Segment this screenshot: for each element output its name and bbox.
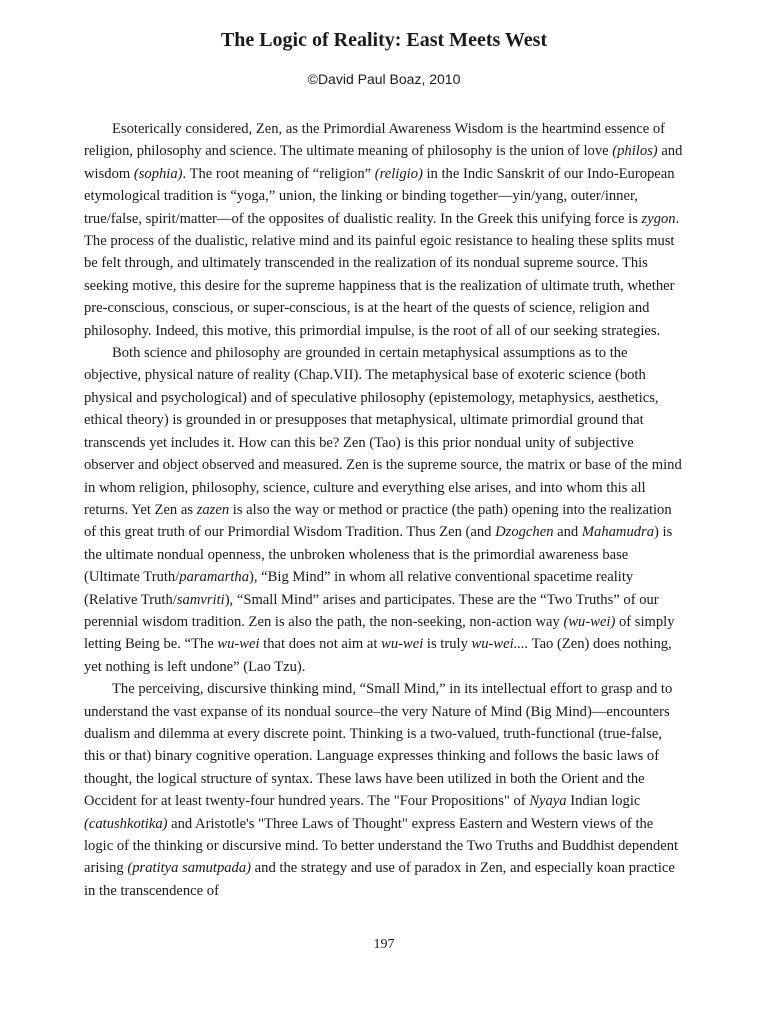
text-run: Both science and philosophy are grounded in certain metaphysical assumptions as to the objective, physical nature of reality (Chap.VII). The metaphysical base of exoteric science (both physical and psychological) and of speculative philosophy (epistemology, metaphysics, aesthetics, ethical theory) is grounded in or presupposes that metaphysical, ultimate primordial ground that transcends yet includes it. How can this be? Zen (Tao) is this prior nondual unity of subjective observer and object observed and measured. Zen is the supreme source, the matrix or base of the mind in whom religion, philosophy, science, culture and everything else arises, and into whom this all returns. Yet Zen as: [84, 345, 682, 518]
text-run: . The root meaning of “religion”: [182, 165, 375, 182]
italic-term: Nyaya: [529, 793, 567, 810]
italic-term: (religio): [374, 165, 423, 182]
text-run: is also the way or method or practice (the path) opening into the realization of this great truth of our Primordial Wisdom Tradition. Thus Zen (and: [84, 501, 672, 541]
text-run: Indian logic: [566, 793, 641, 810]
text-run: ) is the ultimate nondual openness, the unbroken wholeness that is the primordial awareness base (Ultimate Truth/: [84, 524, 673, 586]
text-run: ), “Big Mind” in whom all relative conventional spacetime reality (Relative Truth/: [84, 569, 634, 608]
italic-term: (wu-wei): [563, 613, 616, 630]
text-run: that does not aim at: [259, 636, 382, 653]
paragraph-1: [84, 118, 684, 342]
text-run: Esoterically considered, Zen, as the Primordial Awareness Wisdom is the heartmind essence of religion, philosophy and science. The ultimate meaning of philosophy is the union of love: [84, 121, 666, 160]
paragraph-3: [84, 678, 684, 902]
text-run: and the strategy and use of paradox in Zen, and especially koan practice in the transcendence of: [84, 860, 675, 899]
page-number: 197: [373, 937, 395, 952]
italic-term: wu-wei....: [471, 636, 529, 653]
italic-term: wu-wei: [217, 636, 260, 653]
italic-term: (pratitya samutpada): [127, 860, 252, 877]
text-run: and Aristotle's "Three Laws of Thought" express Eastern and Western views of the logic of the thinking or discursive mind. To better understand the Two Truths and Buddhist dependent arising: [84, 815, 679, 877]
text-run: The perceiving, discursive thinking mind, “Small Mind,” in its intellectual effort to grasp and to understand the vast expanse of its nondual source–the very Nature of Mind (Big Mind)—encounters dualism and dilemma at every discrete point. Thinking is a two-valued, truth-functional (true-false, this or that) binary cognitive operation. Language expresses thinking and follows the basic laws of thought, the logical structure of syntax. These laws have been utilized in both the Orient and the Occident for at least twenty-four hundred years. The "Four Propositions" of: [84, 681, 673, 810]
italic-term: Mahamudra: [581, 524, 655, 541]
text-run: ), “Small Mind” arises and participates. These are the “Two Truths” of our perennial wisdom tradition. Zen is also the path, the non-seeking, non-action way: [84, 591, 659, 630]
italic-term: (sophia): [133, 165, 183, 182]
italic-term: zygon: [641, 210, 676, 227]
italic-term: (philos): [612, 143, 658, 160]
text-run: and wisdom: [84, 143, 683, 182]
italic-term: (catushkotika): [84, 815, 168, 832]
body-text: [84, 118, 684, 902]
page-title: The Logic of Reality: East Meets West: [220, 29, 548, 51]
italic-term: samvriti: [176, 591, 225, 608]
text-run: in the Indic Sanskrit of our Indo-European etymological tradition is “yoga,” union, the linking or binding together—yin/yang, outer/inner, true/false, spirit/matter—of the opposites of dualistic reality. In the Greek this unifying force is: [84, 165, 675, 227]
italic-term: zazen: [196, 501, 230, 518]
text-run: Tao (Zen) does nothing, yet nothing is left undone” (Lao Tzu).: [84, 636, 672, 675]
author-line: ©David Paul Boaz, 2010: [307, 71, 461, 87]
paragraph-2: [84, 342, 684, 678]
text-run: of simply letting Being be. “The: [84, 613, 675, 653]
text-run: and: [553, 524, 582, 541]
italic-term: paramartha: [179, 569, 250, 586]
italic-term: wu-wei: [381, 636, 424, 653]
text-run: . The process of the dualistic, relative mind and its painful egoic resistance to healing these splits must be felt through, and ultimately transcended in the realization of its nondual supreme source. This seeking motive, this desire for the supreme happiness that is the realization of ultimate truth, whether pre-conscious, conscious, or super-conscious, is at the heart of the quests of science, religion and philosophy. Indeed, this motive, this primordial impulse, is the root of all of our seeking strategies.: [84, 210, 680, 339]
italic-term: Dzogchen: [495, 524, 554, 541]
text-run: is truly: [423, 636, 472, 653]
